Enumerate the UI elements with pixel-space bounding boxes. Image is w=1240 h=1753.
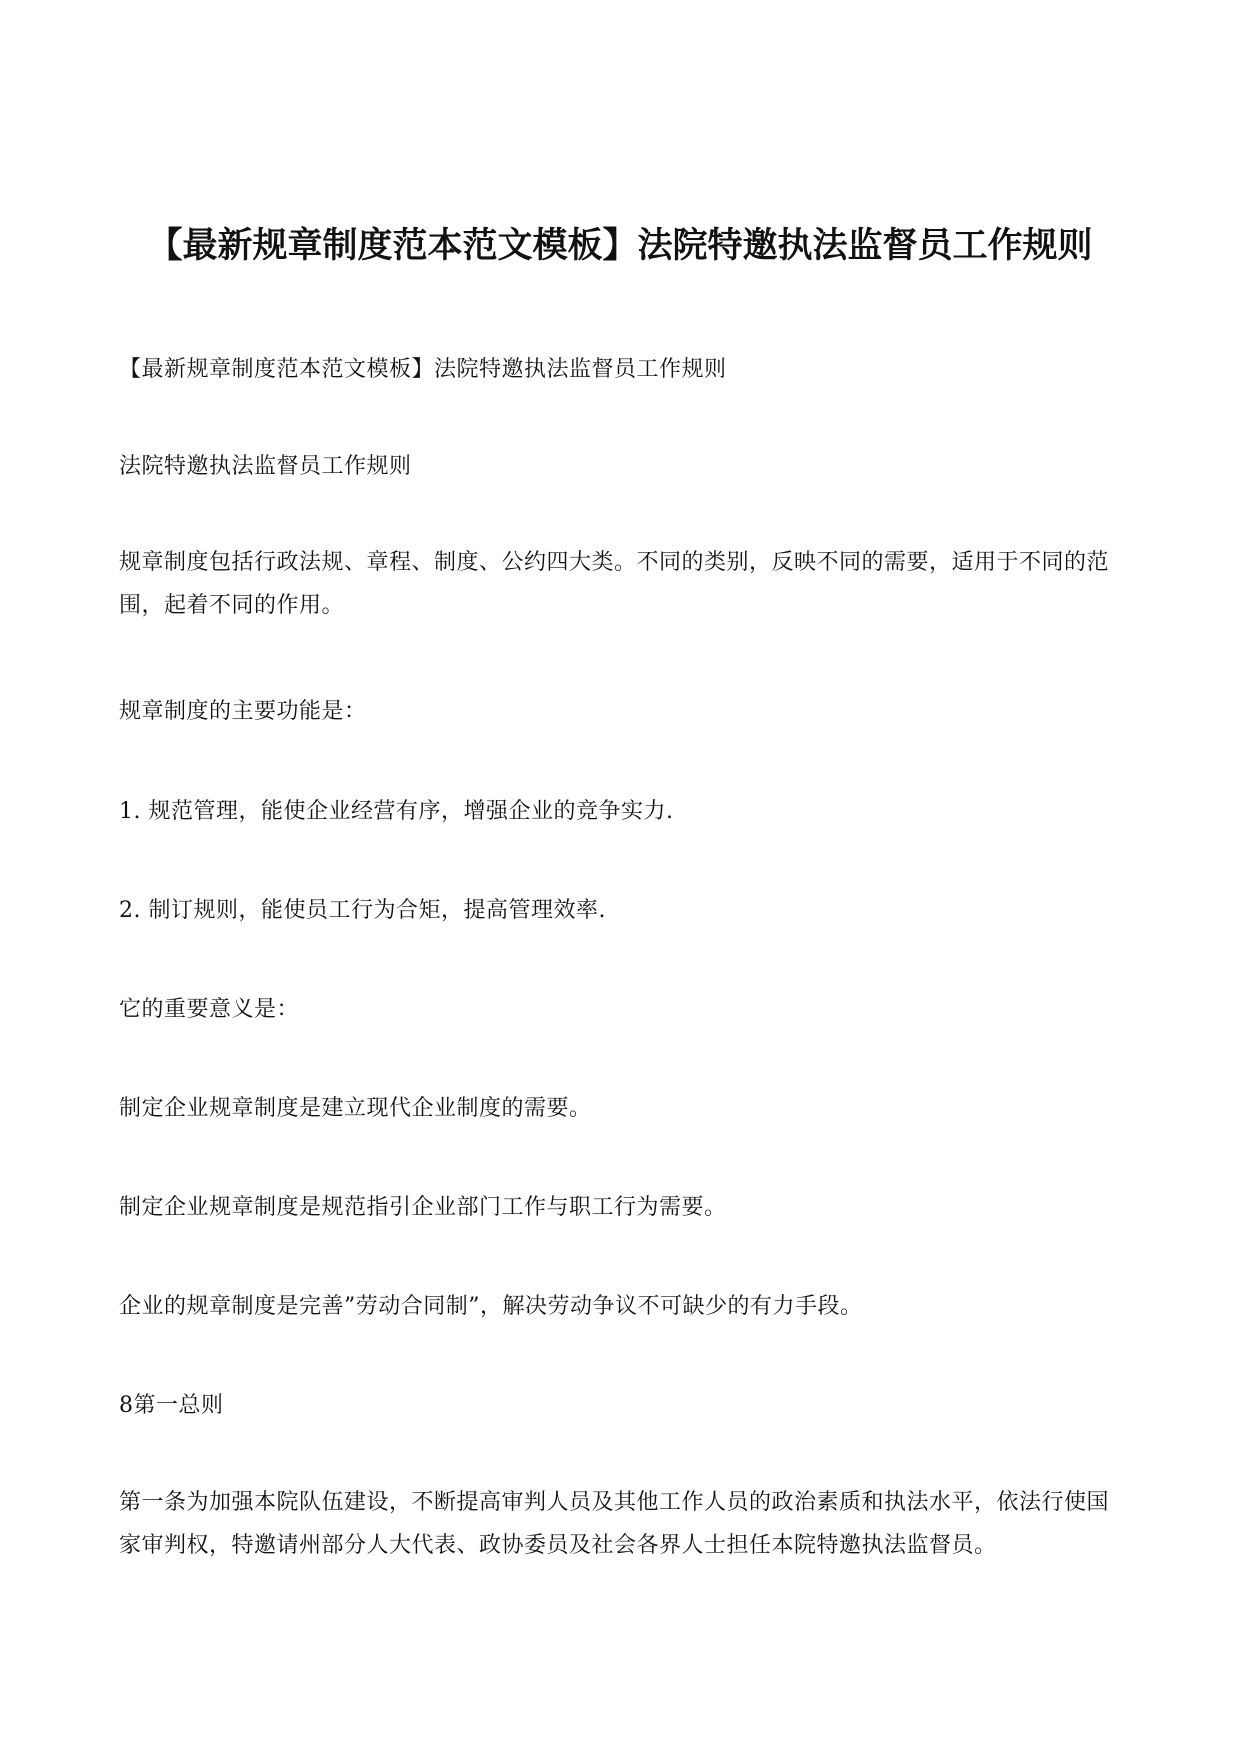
- paragraph-heading-repeat: 【最新规章制度范本范文模板】法院特邀执法监督员工作规则: [119, 357, 727, 382]
- paragraph-intro: 规章制度包括行政法规、章程、制度、公约四大类。不同的类别，反映不同的需要，适用于不同的范围，起着不同的作用。: [119, 550, 1110, 618]
- paragraph-article-1: 第一条为加强本院队伍建设，不断提高审判人员及其他工作人员的政治素质和执法水平，依法行使国家审判权，特邀请州部分人大代表、政协委员及社会各界人士担任本院特邀执法监督员。: [119, 1490, 1110, 1558]
- paragraph-significance-2: 制定企业规章制度是规范指引企业部门工作与职工行为需要。: [119, 1195, 727, 1220]
- paragraph-significance-heading: 它的重要意义是：: [119, 997, 300, 1022]
- document-title: 【最新规章制度范本范文模板】法院特邀执法监督员工作规则: [147, 226, 1093, 266]
- paragraph-subtitle: 法院特邀执法监督员工作规则: [119, 454, 412, 479]
- paragraph-chapter-heading: 8第一总则: [119, 1393, 224, 1418]
- paragraph-significance-1: 制定企业规章制度是建立现代企业制度的需要。: [119, 1096, 592, 1121]
- paragraph-function-1: 1. 规范管理，能使企业经营有序，增强企业的竞争实力.: [119, 799, 674, 824]
- paragraph-significance-3: 企业的规章制度是完善”劳动合同制”，解决劳动争议不可缺少的有力手段。: [119, 1294, 863, 1319]
- paragraph-function-2: 2. 制订规则，能使员工行为合矩，提高管理效率.: [119, 898, 606, 923]
- paragraph-functions-heading: 规章制度的主要功能是：: [119, 699, 367, 724]
